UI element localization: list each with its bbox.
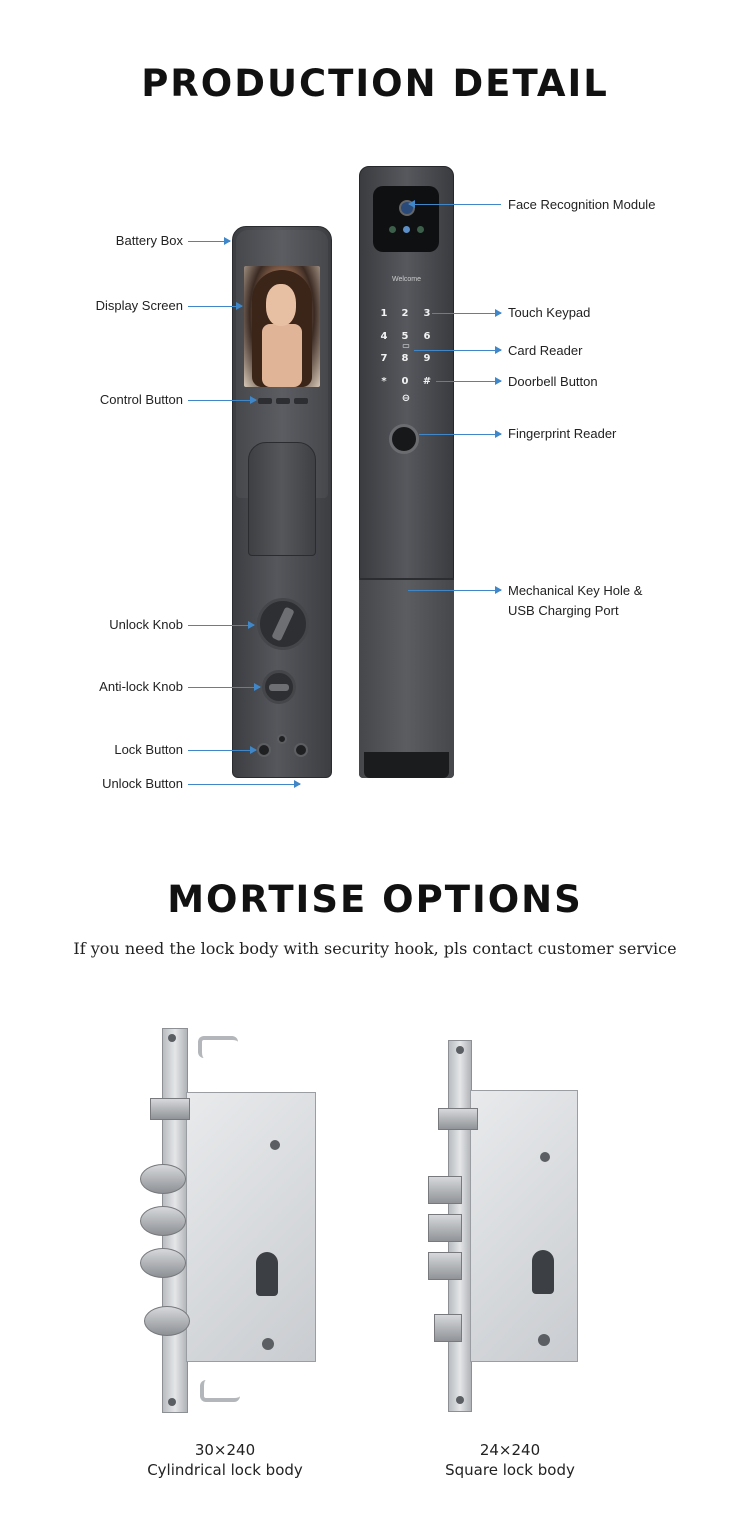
arrow-battery-box — [188, 241, 230, 242]
key-1: 1 — [380, 308, 388, 319]
key-0: 0 — [401, 376, 409, 387]
display-screen — [244, 266, 320, 387]
arrow-display-screen — [188, 306, 242, 307]
caption-square — [385, 1440, 635, 1480]
antilock-knob — [262, 670, 296, 704]
arrow-touch-keypad — [432, 313, 501, 314]
key-3: 3 — [423, 308, 431, 319]
key-7: 7 — [380, 353, 388, 364]
fingerprint-icon — [389, 424, 419, 454]
label-antilock-knob: Anti-lock Knob — [99, 679, 183, 694]
key-hash: # — [422, 376, 432, 387]
label-card-reader: Card Reader — [508, 343, 583, 358]
caption-square-size: 24×240 — [479, 1441, 541, 1459]
arrow-control-button — [188, 400, 256, 401]
label-battery-box: Battery Box — [115, 233, 183, 248]
label-display-screen: Display Screen — [95, 298, 183, 313]
arrow-lock-button — [188, 750, 256, 751]
label-doorbell-button: Doorbell Button — [508, 374, 598, 389]
caption-cylindrical-size: 30×240 — [194, 1441, 256, 1459]
arrow-unlock-knob — [188, 625, 254, 626]
lock-button — [257, 743, 271, 757]
key-4: 4 — [380, 331, 388, 342]
label-mechanical-key-line2: USB Charging Port — [508, 603, 619, 618]
label-touch-keypad: Touch Keypad — [508, 305, 591, 320]
welcome-text: Welcome — [391, 276, 422, 283]
arrow-card-reader — [414, 350, 501, 351]
mortise-options-title: MORTISE OPTIONS — [167, 878, 583, 921]
unlock-button — [294, 743, 308, 757]
label-control-button: Control Button — [99, 392, 183, 407]
lock-icon: ⊖ — [401, 393, 411, 404]
portrait-face — [266, 284, 296, 326]
unlock-knob — [257, 598, 309, 650]
back-base — [364, 752, 449, 778]
arrow-antilock-knob — [188, 687, 260, 688]
caption-square-name: Square lock body — [445, 1461, 575, 1479]
label-fingerprint-reader: Fingerprint Reader — [508, 426, 617, 441]
caption-cylindrical — [100, 1440, 350, 1480]
back-lower-body — [359, 578, 454, 778]
production-detail-title: PRODUCTION DETAIL — [141, 62, 609, 105]
key-2: 2 — [401, 308, 409, 319]
arrow-unlock-button — [188, 784, 300, 785]
key-star: * — [381, 376, 387, 387]
portrait-neck — [262, 324, 302, 387]
mortise-subtitle: If you need the lock body with security hook, pls contact customer service — [73, 939, 677, 958]
label-lock-button: Lock Button — [114, 742, 183, 757]
key-6: 6 — [423, 331, 431, 342]
front-handle — [248, 442, 316, 556]
indicator-light — [277, 734, 287, 744]
card-reader-icon: ▭ — [402, 341, 410, 350]
key-9: 9 — [423, 353, 431, 364]
label-mechanical-key-line1: Mechanical Key Hole & — [508, 583, 643, 598]
arrow-fingerprint-reader — [419, 434, 501, 435]
camera-icon — [373, 186, 439, 252]
key-5: 5 — [401, 331, 409, 342]
label-unlock-knob: Unlock Knob — [109, 617, 183, 632]
arrow-mechanical-key — [408, 590, 501, 591]
control-buttons — [258, 398, 308, 404]
caption-cylindrical-name: Cylindrical lock body — [147, 1461, 303, 1479]
label-face-recognition: Face Recognition Module — [508, 197, 656, 212]
label-unlock-button: Unlock Button — [102, 776, 183, 791]
key-8: 8 — [401, 353, 409, 364]
arrow-face-recognition — [409, 204, 501, 205]
arrow-doorbell-button — [436, 381, 501, 382]
